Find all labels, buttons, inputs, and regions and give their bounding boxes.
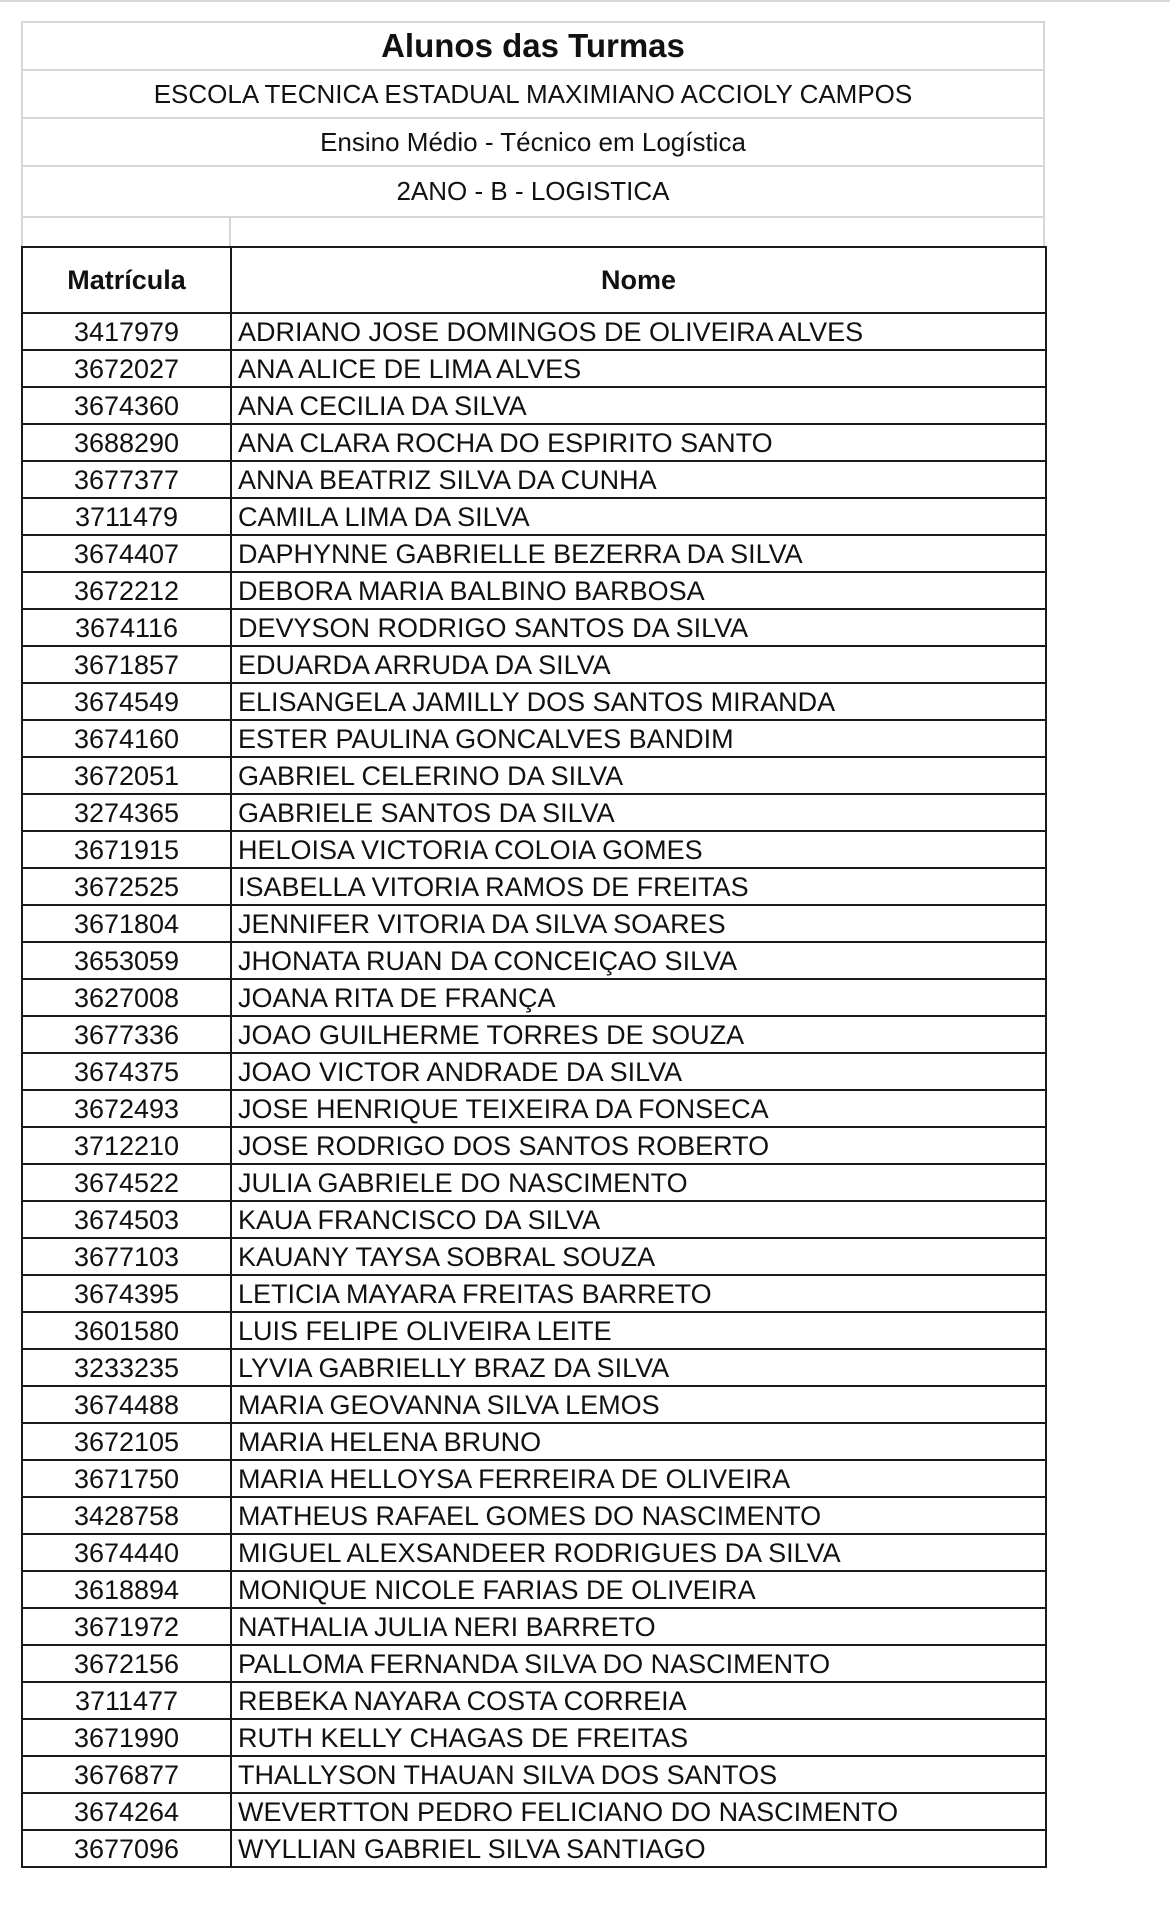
table-row [22,1423,1046,1460]
nome-cell: CAMILA LIMA DA SILVA [231,498,1046,535]
table-row [22,1238,1046,1275]
matricula-cell: 3674116 [22,609,231,646]
matricula-cell: 3428758 [22,1497,231,1534]
table-row [22,350,1046,387]
matricula-cell: 3672525 [22,868,231,905]
table-row [22,905,1046,942]
matricula-cell: 3671990 [22,1719,231,1756]
matricula-cell: 3671750 [22,1460,231,1497]
table-row [22,1349,1046,1386]
nome-cell: JHONATA RUAN DA CONCEIÇAO SILVA [231,942,1046,979]
table-body [22,313,1046,1867]
matricula-cell: 3674360 [22,387,231,424]
table-row [22,498,1046,535]
nome-cell: LYVIA GABRIELLY BRAZ DA SILVA [231,1349,1046,1386]
nome-cell: JOSE RODRIGO DOS SANTOS ROBERTO [231,1127,1046,1164]
table-row [22,424,1046,461]
table-row [22,1127,1046,1164]
matricula-cell: 3601580 [22,1312,231,1349]
matricula-cell: 3627008 [22,979,231,1016]
matricula-cell: 3674375 [22,1053,231,1090]
column-header-nome: Nome [231,247,1046,313]
matricula-cell: 3674264 [22,1793,231,1830]
nome-cell: PALLOMA FERNANDA SILVA DO NASCIMENTO [231,1645,1046,1682]
nome-cell: ANA ALICE DE LIMA ALVES [231,350,1046,387]
nome-cell: REBEKA NAYARA COSTA CORREIA [231,1682,1046,1719]
course-name: Ensino Médio - Técnico em Logística [21,117,1045,165]
matricula-cell: 3677377 [22,461,231,498]
nome-cell: GABRIELE SANTOS DA SILVA [231,794,1046,831]
nome-cell: KAUA FRANCISCO DA SILVA [231,1201,1046,1238]
matricula-cell: 3274365 [22,794,231,831]
blank-header-cell [23,218,231,246]
nome-cell: KAUANY TAYSA SOBRAL SOUZA [231,1238,1046,1275]
table-row [22,683,1046,720]
table-row [22,609,1046,646]
matricula-cell: 3677096 [22,1830,231,1867]
table-row [22,1756,1046,1793]
table-row [22,1201,1046,1238]
table-row [22,572,1046,609]
table-row [22,942,1046,979]
matricula-cell: 3712210 [22,1127,231,1164]
nome-cell: NATHALIA JULIA NERI BARRETO [231,1608,1046,1645]
nome-cell: WYLLIAN GABRIEL SILVA SANTIAGO [231,1830,1046,1867]
matricula-cell: 3671972 [22,1608,231,1645]
matricula-cell: 3688290 [22,424,231,461]
nome-cell: EDUARDA ARRUDA DA SILVA [231,646,1046,683]
table-row [22,1608,1046,1645]
table-row [22,1386,1046,1423]
nome-cell: JOAO GUILHERME TORRES DE SOUZA [231,1016,1046,1053]
matricula-cell: 3672105 [22,1423,231,1460]
matricula-cell: 3653059 [22,942,231,979]
matricula-cell: 3674440 [22,1534,231,1571]
matricula-cell: 3711479 [22,498,231,535]
nome-cell: MARIA GEOVANNA SILVA LEMOS [231,1386,1046,1423]
nome-cell: THALLYSON THAUAN SILVA DOS SANTOS [231,1756,1046,1793]
table-row [22,1275,1046,1312]
matricula-cell: 3671857 [22,646,231,683]
table-row [22,831,1046,868]
table-row [22,1090,1046,1127]
school-name: ESCOLA TECNICA ESTADUAL MAXIMIANO ACCIOLY CAMPOS [21,69,1045,117]
matricula-cell: 3233235 [22,1349,231,1386]
table-row [22,1164,1046,1201]
nome-cell: JOANA RITA DE FRANÇA [231,979,1046,1016]
matricula-cell: 3676877 [22,1756,231,1793]
nome-cell: JENNIFER VITORIA DA SILVA SOARES [231,905,1046,942]
table-row [22,1830,1046,1867]
matricula-cell: 3674549 [22,683,231,720]
nome-cell: LETICIA MAYARA FREITAS BARRETO [231,1275,1046,1312]
nome-cell: MARIA HELLOYSA FERREIRA DE OLIVEIRA [231,1460,1046,1497]
nome-cell: ANNA BEATRIZ SILVA DA CUNHA [231,461,1046,498]
table-row [22,1534,1046,1571]
matricula-cell: 3674503 [22,1201,231,1238]
table-row [22,868,1046,905]
table-row [22,646,1046,683]
table-row [22,1312,1046,1349]
table-row [22,720,1046,757]
nome-cell: RUTH KELLY CHAGAS DE FREITAS [231,1719,1046,1756]
matricula-cell: 3672027 [22,350,231,387]
nome-cell: JOAO VICTOR ANDRADE DA SILVA [231,1053,1046,1090]
student-list-sheet [21,21,1045,1868]
table-row [22,979,1046,1016]
nome-cell: JULIA GABRIELE DO NASCIMENTO [231,1164,1046,1201]
table-row [22,1571,1046,1608]
table-row [22,1016,1046,1053]
nome-cell: ANA CLARA ROCHA DO ESPIRITO SANTO [231,424,1046,461]
nome-cell: WEVERTTON PEDRO FELICIANO DO NASCIMENTO [231,1793,1046,1830]
table-row [22,535,1046,572]
nome-cell: MARIA HELENA BRUNO [231,1423,1046,1460]
matricula-cell: 3674522 [22,1164,231,1201]
class-name: 2ANO - B - LOGISTICA [21,165,1045,216]
matricula-cell: 3674395 [22,1275,231,1312]
table-row [22,1719,1046,1756]
matricula-cell: 3672493 [22,1090,231,1127]
nome-cell: ISABELLA VITORIA RAMOS DE FREITAS [231,868,1046,905]
nome-cell: LUIS FELIPE OLIVEIRA LEITE [231,1312,1046,1349]
nome-cell: JOSE HENRIQUE TEIXEIRA DA FONSECA [231,1090,1046,1127]
top-divider [0,0,1170,2]
nome-cell: HELOISA VICTORIA COLOIA GOMES [231,831,1046,868]
table-row [22,313,1046,350]
nome-cell: ADRIANO JOSE DOMINGOS DE OLIVEIRA ALVES [231,313,1046,350]
table-row [22,757,1046,794]
nome-cell: ANA CECILIA DA SILVA [231,387,1046,424]
nome-cell: MATHEUS RAFAEL GOMES DO NASCIMENTO [231,1497,1046,1534]
matricula-cell: 3671804 [22,905,231,942]
matricula-cell: 3417979 [22,313,231,350]
nome-cell: DEBORA MARIA BALBINO BARBOSA [231,572,1046,609]
table-row [22,1793,1046,1830]
table-row [22,794,1046,831]
nome-cell: MONIQUE NICOLE FARIAS DE OLIVEIRA [231,1571,1046,1608]
table-header-row [22,247,1046,313]
matricula-cell: 3674160 [22,720,231,757]
table-row [22,1053,1046,1090]
matricula-cell: 3674488 [22,1386,231,1423]
nome-cell: DEVYSON RODRIGO SANTOS DA SILVA [231,609,1046,646]
matricula-cell: 3618894 [22,1571,231,1608]
matricula-cell: 3672212 [22,572,231,609]
matricula-cell: 3674407 [22,535,231,572]
table-row [22,461,1046,498]
matricula-cell: 3677103 [22,1238,231,1275]
nome-cell: ELISANGELA JAMILLY DOS SANTOS MIRANDA [231,683,1046,720]
matricula-cell: 3711477 [22,1682,231,1719]
nome-cell: ESTER PAULINA GONCALVES BANDIM [231,720,1046,757]
column-header-matricula: Matrícula [22,247,231,313]
table-row [22,387,1046,424]
nome-cell: GABRIEL CELERINO DA SILVA [231,757,1046,794]
students-table [21,246,1047,1868]
table-row [22,1682,1046,1719]
nome-cell: DAPHYNNE GABRIELLE BEZERRA DA SILVA [231,535,1046,572]
table-row [22,1645,1046,1682]
matricula-cell: 3677336 [22,1016,231,1053]
table-row [22,1497,1046,1534]
nome-cell: MIGUEL ALEXSANDEER RODRIGUES DA SILVA [231,1534,1046,1571]
matricula-cell: 3671915 [22,831,231,868]
blank-header-row [21,216,1045,246]
matricula-cell: 3672051 [22,757,231,794]
matricula-cell: 3672156 [22,1645,231,1682]
sheet-title: Alunos das Turmas [21,21,1045,69]
table-row [22,1460,1046,1497]
